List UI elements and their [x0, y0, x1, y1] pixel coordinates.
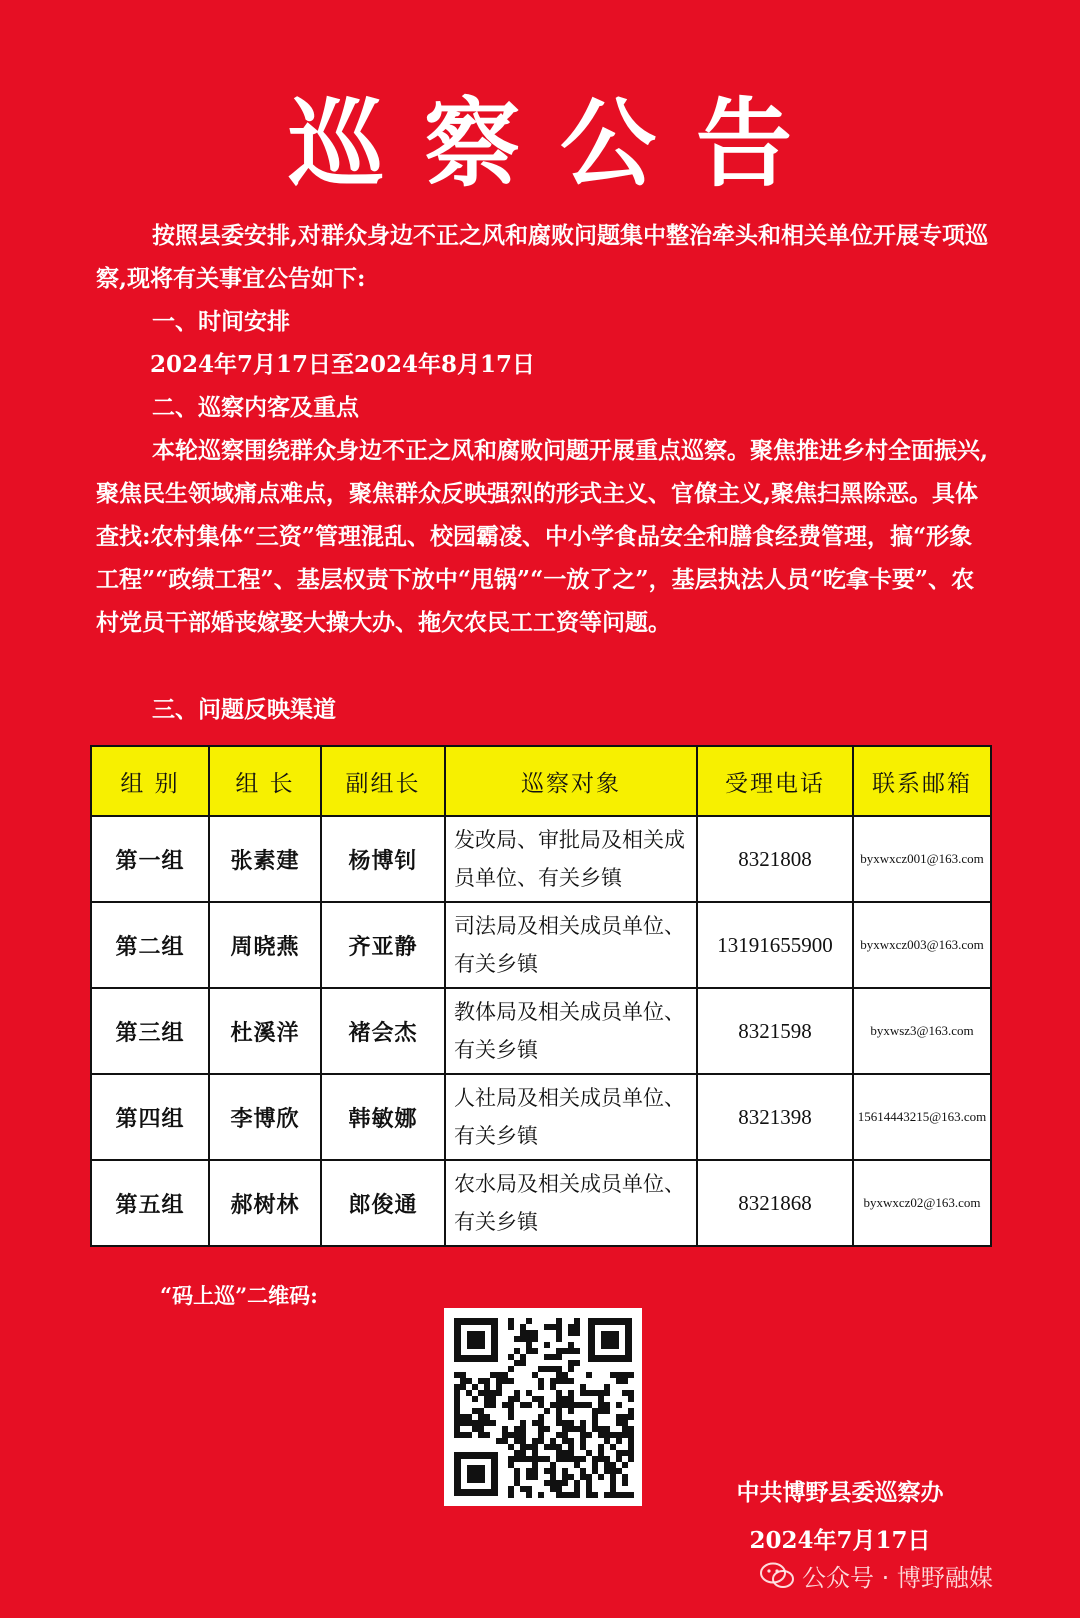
cell-group: 第五组: [91, 1160, 209, 1246]
cell-deputy: 韩敏娜: [321, 1074, 445, 1160]
header-deputy: 副组长: [321, 746, 445, 816]
header-target: 巡察对象: [445, 746, 697, 816]
watermark-text: 公众号 · 博野融媒: [802, 1564, 993, 1592]
cell-deputy: 齐亚静: [321, 902, 445, 988]
cell-target: 人社局及相关成员单位、有关乡镇: [445, 1074, 697, 1160]
table-row: [91, 902, 991, 988]
schedule-date-range: 2024年7月17日至2024年8月17日: [150, 351, 536, 378]
table-row: [91, 1160, 991, 1246]
focus-paragraph: 本轮巡察围绕群众身边不正之风和腐败问题开展重点巡察。聚焦推进乡村全面振兴,聚焦民生领域痛点难点，聚焦群众反映强烈的形式主义、官僚主义,聚焦扫黑除恶。具体查找:农村集体“三资”管理混乱、校园霸凌、中小学食品安全和膳食经费管理，搞“形象工程”“政绩工程”、基层权责下放中“甩锅”“一放了之”，基层执法人员“吃拿卡要”、农村党员干部婚丧嫁娶大操大办、拖欠农民工工资等问题。: [96, 437, 989, 636]
cell-email: 15614443215@163.com: [853, 1074, 991, 1160]
cell-deputy: 褚会杰: [321, 988, 445, 1074]
patrol-groups-table: [90, 745, 992, 1247]
cell-deputy: 杨博钊: [321, 816, 445, 902]
header-email: 联系邮箱: [853, 746, 991, 816]
header-leader: 组 长: [209, 746, 321, 816]
issuer-name: 中共博野县委巡察办: [736, 1479, 944, 1506]
cell-group: 第三组: [91, 988, 209, 1074]
cell-target: 教体局及相关成员单位、有关乡镇: [445, 988, 697, 1074]
qr-code-label: “码上巡”二维码:: [160, 1283, 318, 1308]
cell-group: 第二组: [91, 902, 209, 988]
table-header-row: [91, 746, 991, 816]
cell-leader: 杜溪洋: [209, 988, 321, 1074]
section-heading-focus: 二、巡察内客及重点: [152, 394, 359, 421]
cell-deputy: 郎俊通: [321, 1160, 445, 1246]
cell-leader: 李博欣: [209, 1074, 321, 1160]
table-row: [91, 816, 991, 902]
table-row: [91, 988, 991, 1074]
cell-target: 农水局及相关成员单位、有关乡镇: [445, 1160, 697, 1246]
qr-code-icon[interactable]: [444, 1308, 642, 1506]
watermark: [760, 1558, 993, 1593]
intro-paragraph: 按照县委安排,对群众身边不正之风和腐败问题集中整治牵头和相关单位开展专项巡察,现将有关事宜公告如下:: [96, 222, 989, 292]
table-row: [91, 1074, 991, 1160]
cell-email: byxwxcz02@163.com: [853, 1160, 991, 1246]
cell-group: 第一组: [91, 816, 209, 902]
cell-email: byxwsz3@163.com: [853, 988, 991, 1074]
cell-phone: 8321868: [697, 1160, 853, 1246]
header-group: 组 别: [91, 746, 209, 816]
cell-group: 第四组: [91, 1074, 209, 1160]
issue-date: 2024年7月17日: [749, 1527, 931, 1554]
cell-email: byxwxcz001@163.com: [853, 816, 991, 902]
cell-phone: 8321808: [697, 816, 853, 902]
page-title: 巡察公告: [288, 88, 832, 200]
cell-target: 司法局及相关成员单位、有关乡镇: [445, 902, 697, 988]
section-heading-schedule: 一、时间安排: [152, 308, 290, 335]
cell-phone: 8321398: [697, 1074, 853, 1160]
cell-leader: 张素建: [209, 816, 321, 902]
cell-leader: 周晓燕: [209, 902, 321, 988]
cell-phone: 13191655900: [697, 902, 853, 988]
header-phone: 受理电话: [697, 746, 853, 816]
cell-phone: 8321598: [697, 988, 853, 1074]
cell-email: byxwxcz003@163.com: [853, 902, 991, 988]
section-heading-channels: 三、问题反映渠道: [152, 696, 336, 723]
cell-leader: 郝树林: [209, 1160, 321, 1246]
wechat-icon: [760, 1562, 794, 1590]
cell-target: 发改局、审批局及相关成员单位、有关乡镇: [445, 816, 697, 902]
